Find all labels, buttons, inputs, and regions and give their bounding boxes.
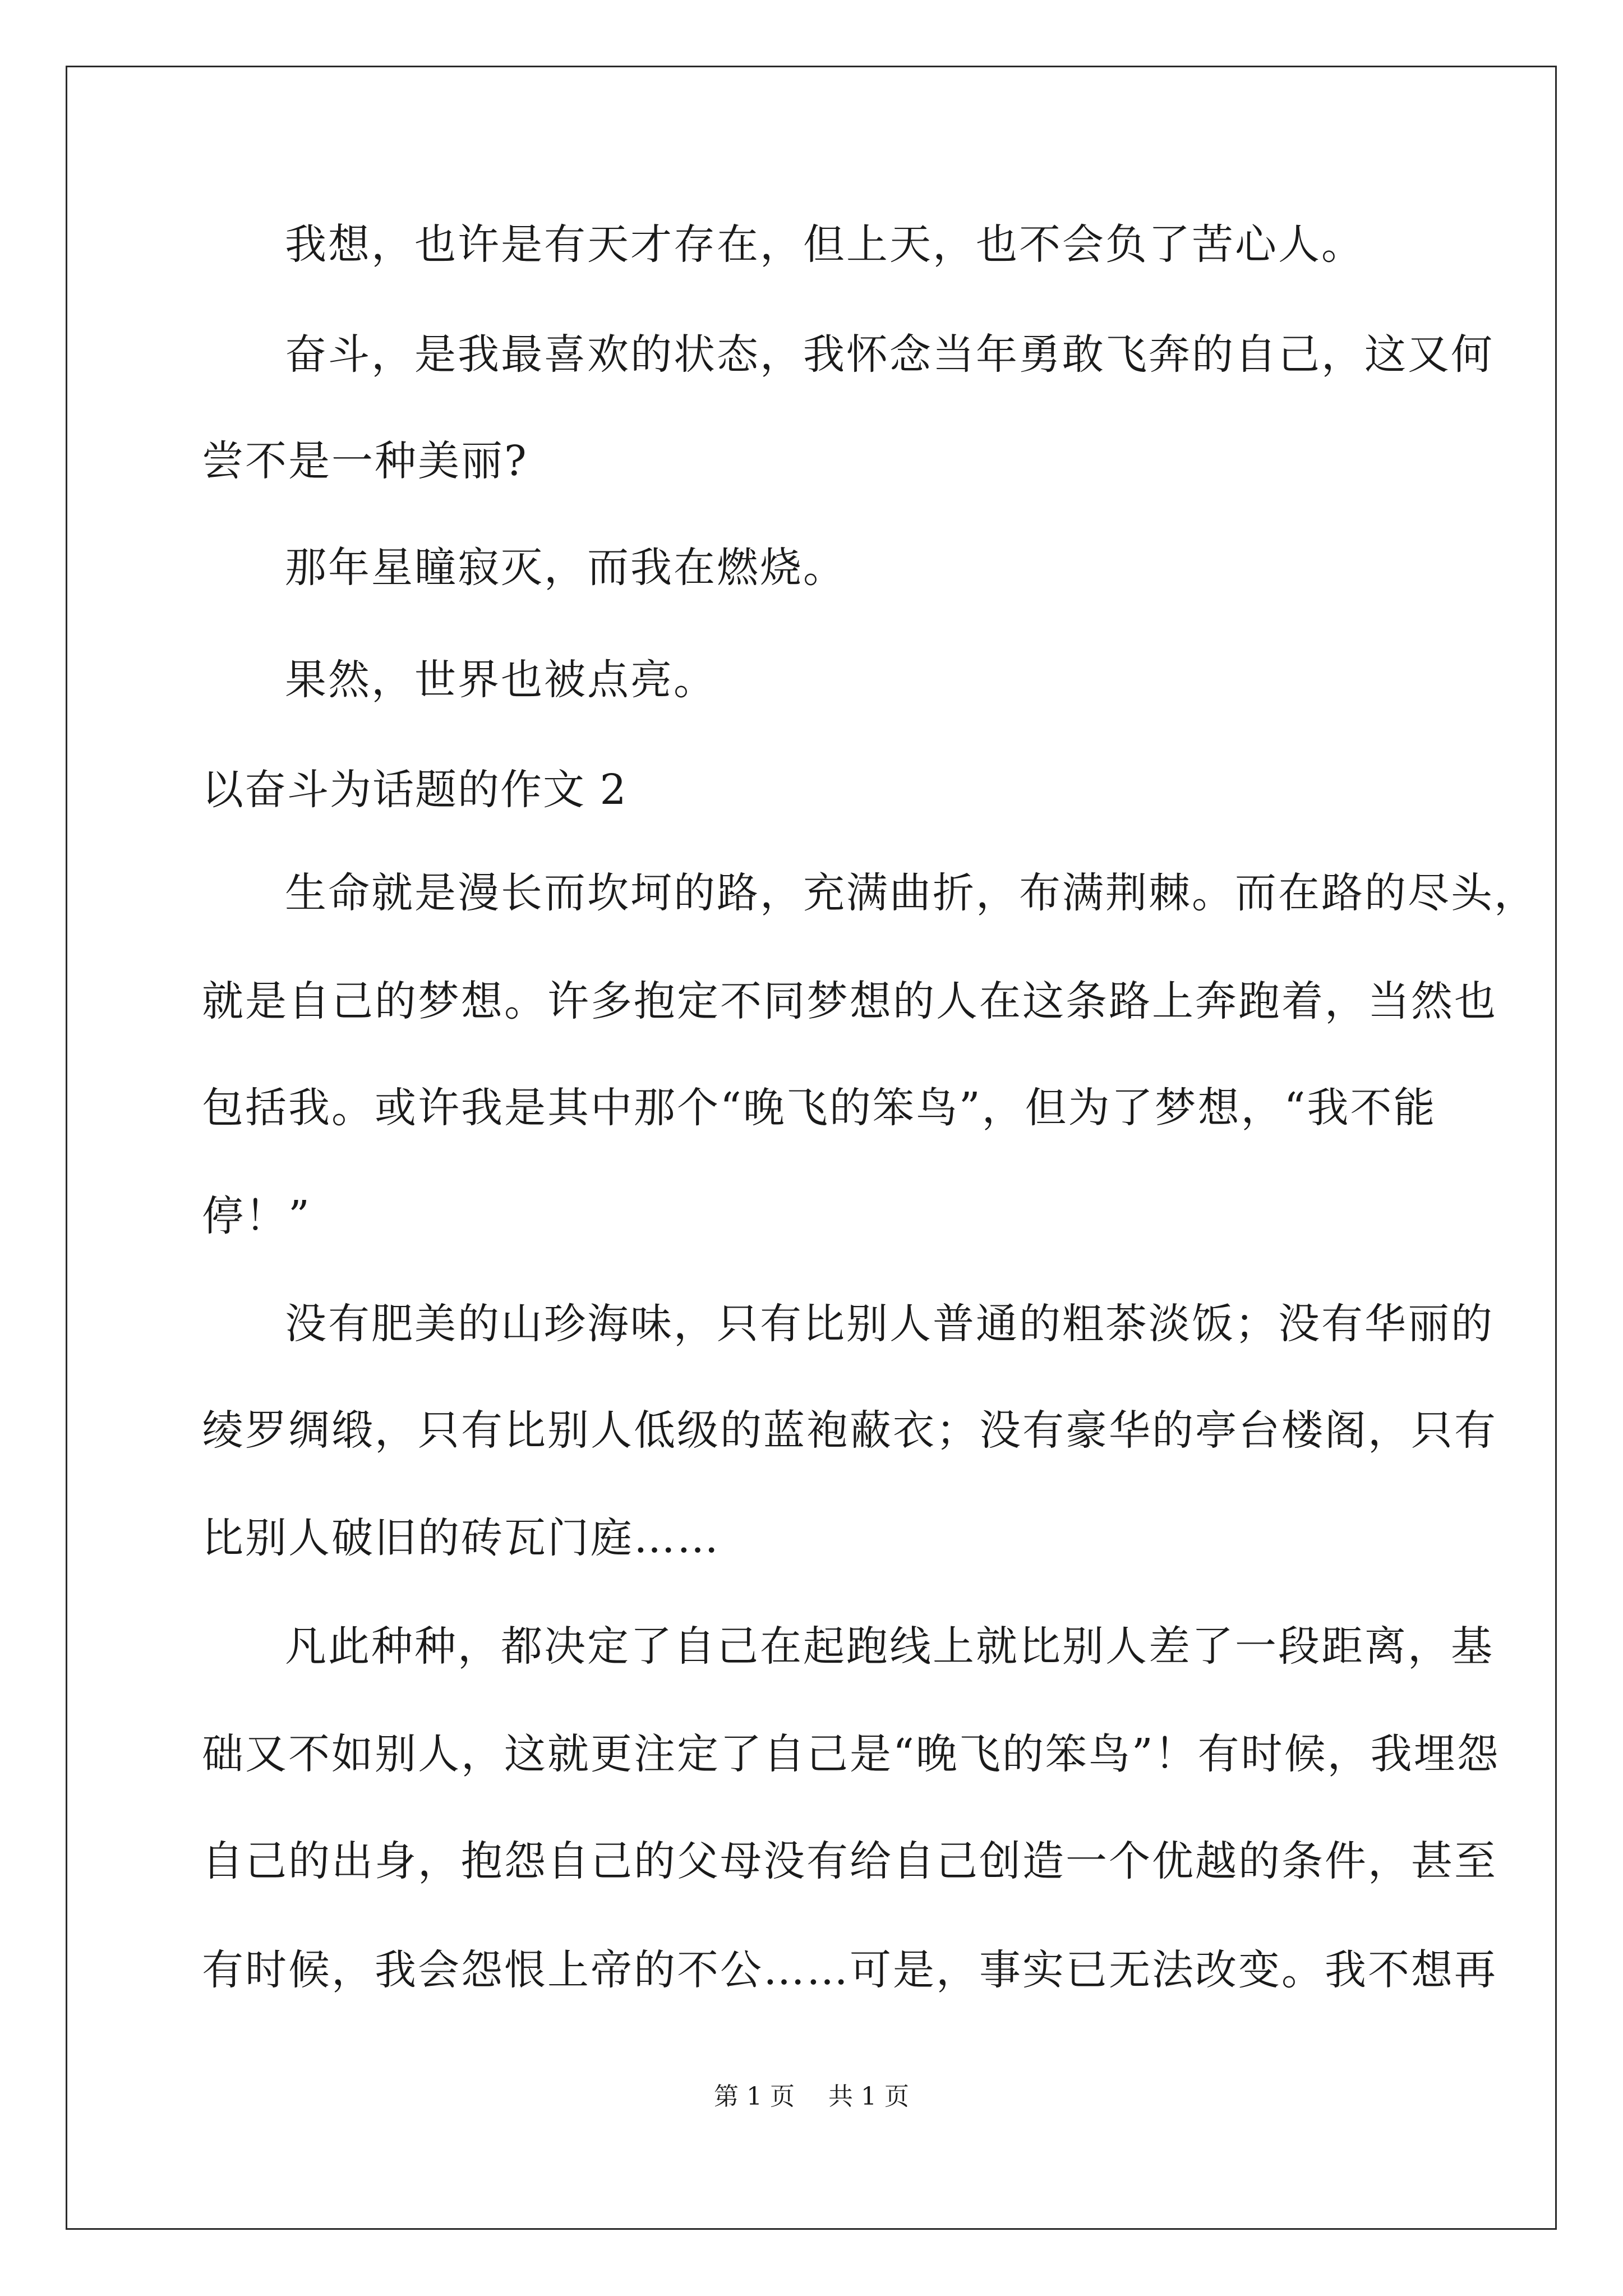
paragraph-line: 那年星瞳寂灭，而我在燃烧。: [285, 544, 846, 592]
paragraph-line: 我想，也许是有天才存在，但上天，也不会负了苦心人。: [285, 220, 1364, 269]
page-border: [66, 66, 1557, 2230]
page-footer: [0, 2080, 1623, 2114]
paragraph-line: 有时候，我会怨恨上帝的不公……可是，事实已无法改变。我不想再: [202, 1946, 1497, 1994]
paragraph-line: 奋斗，是我最喜欢的状态，我怀念当年勇敢飞奔的自己，这又何: [285, 330, 1494, 379]
page-count: 共 1 页: [828, 2082, 909, 2111]
paragraph-line: 比别人破旧的砖瓦门庭……: [202, 1514, 720, 1562]
paragraph-line: 就是自己的梦想。许多抱定不同梦想的人在这条路上奔跑着，当然也: [202, 977, 1497, 1025]
section-heading: 以奋斗为话题的作文 2: [202, 766, 628, 814]
paragraph-line: 包括我。或许我是其中那个“晚飞的笨鸟”，但为了梦想，“我不能: [202, 1084, 1437, 1132]
paragraph-line: 凡此种种，都决定了自己在起跑线上就比别人差了一段距离，基: [285, 1622, 1494, 1671]
paragraph-line: 尝不是一种美丽?: [202, 437, 528, 485]
paragraph-line: 础又不如别人，这就更注定了自己是“晚飞的笨鸟”！有时候，我埋怨: [202, 1730, 1500, 1778]
paragraph-line: 停！”: [202, 1192, 311, 1240]
page-number: 第 1 页: [714, 2082, 795, 2111]
paragraph-line: 没有肥美的山珍海味，只有比别人普通的粗茶淡饭；没有华丽的: [285, 1300, 1494, 1348]
paragraph-line: 绫罗绸缎，只有比别人低级的蓝袍蔽衣；没有豪华的亭台楼阁，只有: [202, 1406, 1497, 1455]
paragraph-line: 生命就是漫长而坎坷的路，充满曲折，布满荆棘。而在路的尽头，: [285, 869, 1537, 917]
paragraph-line: 自己的出身，抱怨自己的父母没有给自己创造一个优越的条件，甚至: [202, 1837, 1497, 1885]
paragraph-line: 果然，世界也被点亮。: [285, 656, 717, 704]
